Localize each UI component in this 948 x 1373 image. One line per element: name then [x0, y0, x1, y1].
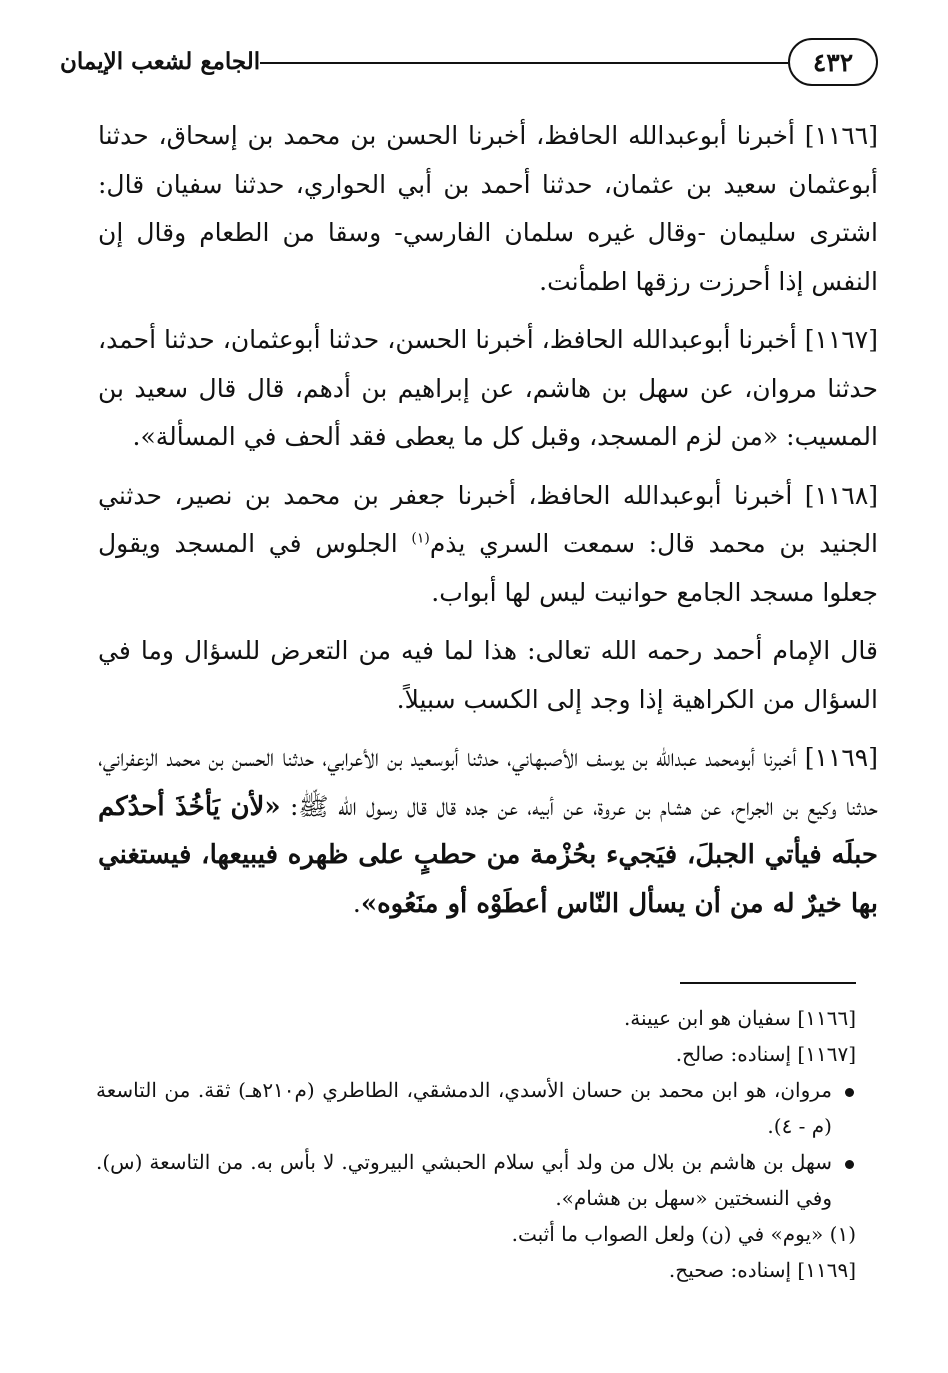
- footnote-text: سهل بن هاشم بن بلال من ولد أبي سلام الحبشي البيروتي. لا بأس به. من التاسعة (س). وفي النسختين «سهل بن هشام».: [96, 1150, 832, 1210]
- entry-number: [١١٦٩]: [804, 743, 878, 772]
- paragraph-1168: [98, 472, 878, 618]
- footnote-bullet-marwan: [96, 1072, 856, 1144]
- footnote-text: إسناده: صالح.: [675, 1042, 798, 1066]
- book-title: الجامع لشعب الإيمان: [60, 48, 261, 75]
- bullet-icon: [845, 1160, 854, 1169]
- footnotes: [96, 1000, 856, 1288]
- paragraph-commentary: [98, 627, 878, 724]
- entry-number: [١١٦٨]: [804, 480, 879, 510]
- footnote-number: [١١٦٩]: [797, 1258, 856, 1282]
- footnote-number: (١): [829, 1222, 856, 1246]
- footnote-number: [١١٦٧]: [797, 1042, 856, 1066]
- footnote-text: مروان، هو ابن محمد بن حسان الأسدي، الدمشقي، الطاطري (م٢١٠هـ) ثقة. من التاسعة (م - ٤).: [96, 1078, 833, 1138]
- footnote-1169: [96, 1252, 856, 1288]
- page-header: [60, 38, 878, 94]
- bullet-icon: [845, 1088, 854, 1097]
- footnote-1: [96, 1216, 856, 1252]
- paragraph-text: أخبرنا أبومحمد عبدالله بن يوسف الأصبهاني، حدثنا أبوسعيد بن الأعرابي، حدثنا الحسن بن محمد الزعفراني، حدثنا وكيع بن الجراح، عن هشام بن عروة، عن أبيه، عن جده قال قال رسول الله ﷺ:: [98, 743, 879, 821]
- footnote-text: سفيان هو ابن عيينة.: [623, 1006, 798, 1030]
- main-text: [98, 112, 878, 938]
- paragraph-text: قال الإمام أحمد رحمه الله تعالى: هذا لما فيه من التعرض للسؤال وما في السؤال من الكراهية إذا وجد إلى الكسب سبيلاً.: [98, 636, 878, 714]
- footnote-1166: [96, 1000, 856, 1036]
- footnote-reference: (١): [411, 530, 430, 547]
- footnote-1167: [96, 1036, 856, 1072]
- paragraph-text: أخبرنا أبوعبدالله الحافظ، أخبرنا جعفر بن محمد بن نصير، حدثني الجنيد بن محمد قال: سمعت السري يذم: [98, 480, 879, 558]
- footnote-text: إسناده: صحيح.: [668, 1258, 798, 1282]
- footnote-separator: [680, 982, 856, 984]
- entry-number: [١١٦٧]: [804, 325, 878, 354]
- paragraph-text: أخبرنا أبوعبدالله الحافظ، أخبرنا الحسن، حدثنا أبوعثمان، حدثنا أحمد، حدثنا مروان، عن سهل بن هاشم، عن إبراهيم بن أدهم، قال قال سعيد بن المسيب: «من لزم المسجد، وقبل كل ما يعطى فقد ألحف في المسألة».: [98, 325, 878, 451]
- header-rule: [260, 62, 788, 64]
- paragraph-text: أخبرنا أبوعبدالله الحافظ، أخبرنا الحسن بن محمد بن إسحاق، حدثنا أبوعثمان سعيد بن عثمان، حدثنا أحمد بن أبي الحواري، حدثنا سفيان قال: اشترى سليمان -وقال غيره سلمان الفارسي- وسقا من الطعام وقال إن النفس إذا أحرزت رزقها اطمأنت.: [98, 121, 878, 296]
- page-number: ٤٣٢: [788, 38, 878, 86]
- paragraph-1169: [98, 734, 878, 928]
- paragraph-text-continued: الجلوس في المسجد ويقول جعلوا مسجد الجامع حوانيت ليس لها أبواب.: [98, 529, 878, 607]
- paragraph-1167: [98, 316, 878, 462]
- footnote-text: «يوم» في (ن) ولعل الصواب ما أثبت.: [511, 1222, 830, 1246]
- footnote-number: [١١٦٦]: [797, 1006, 856, 1030]
- hadith-text: «لأن يَأخُذَ أحدُكم حبلَه فيأتي الجبلَ، فيَجيء بحُزْمة من حطبٍ على ظهره فيبيعها، فيستغني بها خيرٌ له من أن يسأل النّاس أعطَوْه أو منَعُوه»: [98, 791, 878, 919]
- footnote-bullet-sahl: [96, 1144, 856, 1216]
- paragraph-end: .: [352, 888, 361, 918]
- paragraph-1166: [98, 112, 878, 306]
- entry-number: [١١٦٦]: [804, 121, 878, 150]
